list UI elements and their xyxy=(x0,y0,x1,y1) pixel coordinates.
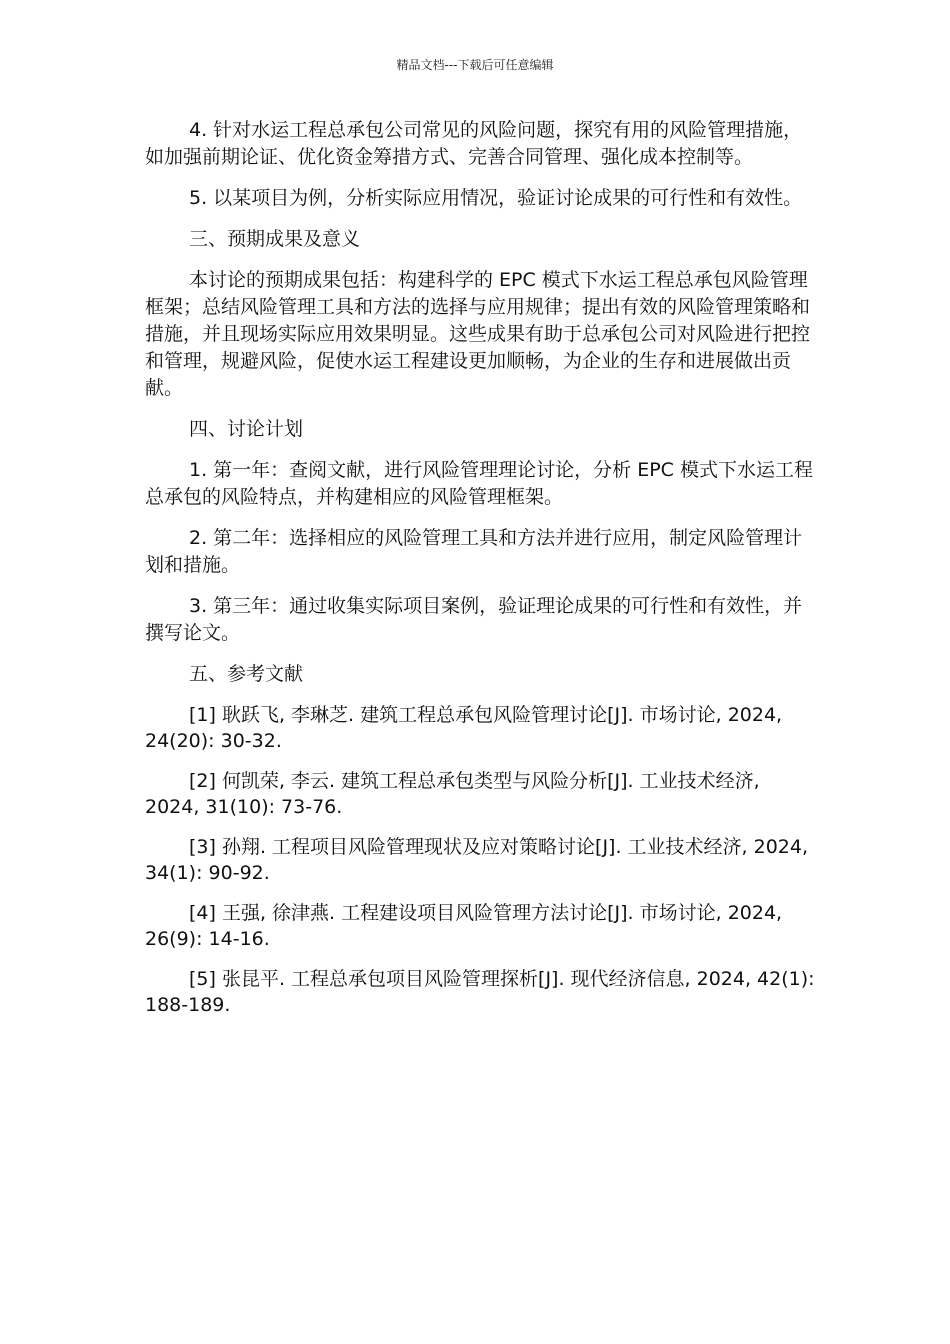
list-item: 4. 针对水运工程总承包公司常见的风险问题，探究有用的风险管理措施，如加强前期论证、优化资金筹措方式、完善合同管理、强化成本控制等。 xyxy=(145,119,803,168)
plan-item: 3. 第三年：通过收集实际项目案例，验证理论成果的可行性和有效性，并撰写论文。 xyxy=(145,595,803,644)
list-item: 5. 以某项目为例，分析实际应用情况，验证讨论成果的可行性和有效性。 xyxy=(189,187,803,209)
document-body xyxy=(145,117,817,1032)
plan-item: 1. 第一年：查阅文献，进行风险管理理论讨论，分析 EPC 模式下水运工程总承包的风险特点，并构建相应的风险管理框架。 xyxy=(145,459,813,508)
section-heading-references: 五、参考文献 xyxy=(189,663,304,685)
reference-item: [3] 孙翔. 工程项目风险管理现状及应对策略讨论[J]. 工业技术经济, 2024, 34(1): 90-92. xyxy=(145,836,809,884)
plan-item: 2. 第二年：选择相应的风险管理工具和方法并进行应用，制定风险管理计划和措施。 xyxy=(145,527,803,576)
paragraph-expected-results: 本讨论的预期成果包括：构建科学的 EPC 模式下水运工程总承包风险管理框架；总结风险管理工具和方法的选择与应用规律；提出有效的风险管理策略和措施，并且现场实际应用效果明显。这些成果有助于总承包公司对风险进行把控和管理，规避风险，促使水运工程建设更加顺畅，为企业的生存和进展做出贡献。 xyxy=(145,269,811,399)
reference-item: [4] 王强, 徐津燕. 工程建设项目风险管理方法讨论[J]. 市场讨论, 2024, 26(9): 14-16. xyxy=(145,902,783,950)
reference-item: [2] 何凯荣, 李云. 建筑工程总承包类型与风险分析[J]. 工业技术经济, 2024, 31(10): 73-76. xyxy=(145,770,760,818)
section-heading-expected-results: 三、预期成果及意义 xyxy=(189,228,361,250)
reference-item: [1] 耿跃飞, 李琳芝. 建筑工程总承包风险管理讨论[J]. 市场讨论, 2024, 24(20): 30-32. xyxy=(145,704,783,752)
page-header: 精品文档---下载后可任意编辑 xyxy=(396,58,554,72)
reference-item: [5] 张昆平. 工程总承包项目风险管理探析[J]. 现代经济信息, 2024, 42(1): 188-189. xyxy=(145,968,815,1016)
section-heading-plan: 四、讨论计划 xyxy=(189,418,304,440)
